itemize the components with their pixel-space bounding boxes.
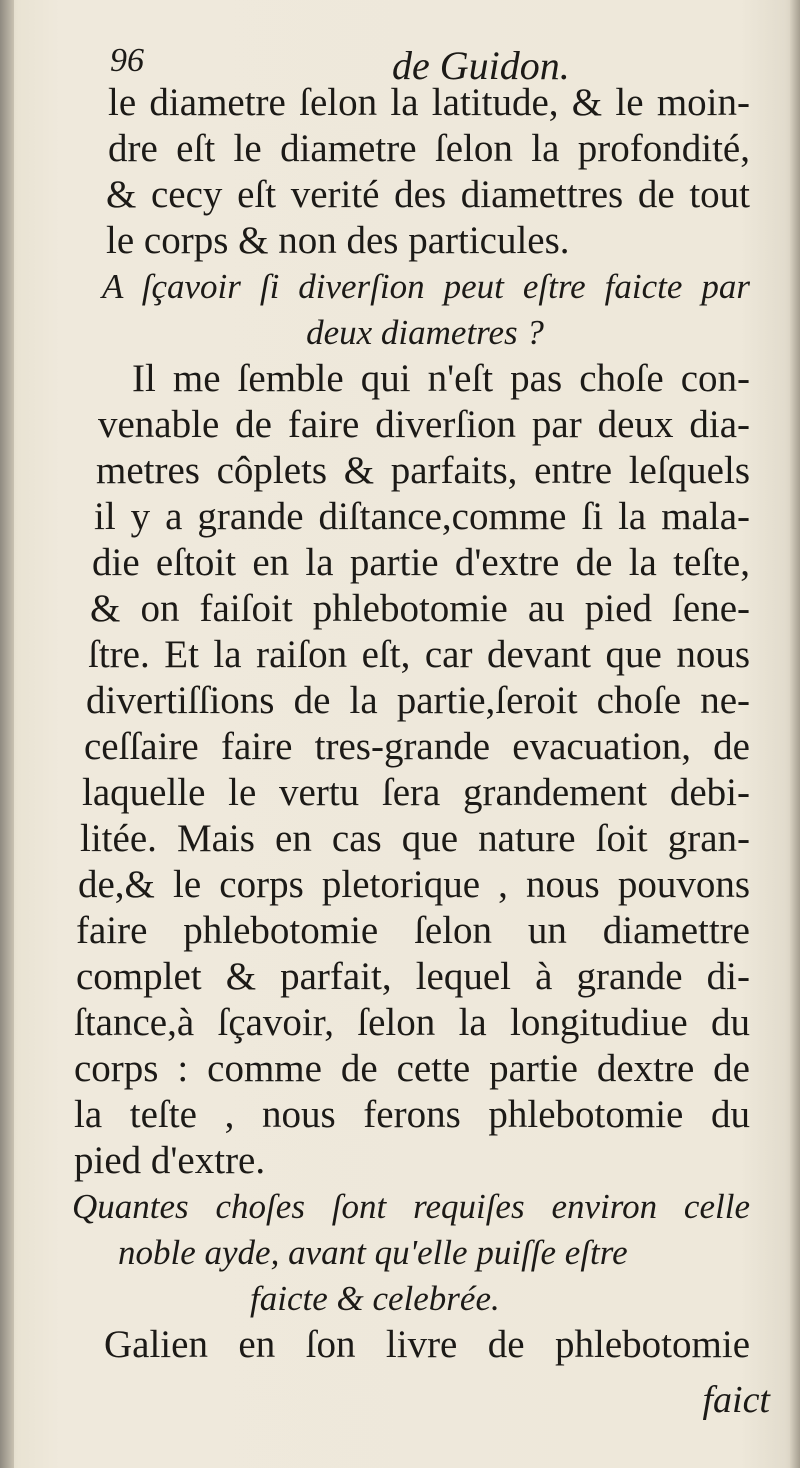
- catchword: faict: [702, 1379, 770, 1421]
- page-right-edge: [790, 0, 800, 1468]
- heading-line: deux diametres ?: [306, 313, 544, 352]
- text-line: ſtance,à ſçavoir, ſelon la longitudiue du: [74, 1001, 750, 1044]
- text-line: laquelle le vertu ſera grandement debi-: [82, 771, 750, 814]
- running-title: de Guidon.: [392, 43, 570, 88]
- text-line: le corps & non des particules.: [106, 219, 570, 262]
- text-line: complet & parfait, lequel à grande di-: [76, 955, 750, 998]
- text-line: la teſte , nous ferons phlebotomie du: [74, 1093, 750, 1136]
- text-line: venable de faire diverſion par deux dia-: [98, 403, 750, 446]
- heading-line: Quantes choſes ſont requiſes environ celle: [72, 1187, 750, 1226]
- text-line: le diametre ſelon la latitude, & le moin-: [108, 81, 750, 124]
- page-left-edge: [0, 0, 14, 1468]
- heading-line: A ſçavoir ſi diverſion peut eſtre faicte par: [102, 267, 750, 306]
- text-line: litée. Mais en cas que nature ſoit gran-: [80, 817, 750, 860]
- page-number: 96: [110, 42, 144, 79]
- text-line: de,& le corps pletorique , nous pouvons: [78, 863, 750, 906]
- text-line: corps : comme de cette partie dextre de: [74, 1047, 750, 1090]
- text-line: ſtre. Et la raiſon eſt, car devant que nous: [88, 633, 750, 676]
- text-line: faire phlebotomie ſelon un diamettre: [76, 909, 750, 952]
- heading-line: noble ayde, avant qu'elle puiſſe eſtre: [118, 1233, 628, 1272]
- text-line: & cecy eſt verité des diamettres de tout: [106, 173, 750, 216]
- text-line: Il me ſemble qui n'eſt pas choſe con-: [132, 357, 750, 400]
- text-line: Galien en ſon livre de phlebotomie: [104, 1323, 750, 1366]
- heading-line: faicte & celebrée.: [250, 1279, 500, 1318]
- text-line: divertiſſions de la partie,ſeroit choſe ne-: [86, 679, 750, 722]
- text-line: il y a grande diſtance,comme ſi la mala-: [94, 495, 750, 538]
- text-line: metres côplets & parfaits, entre leſquels: [96, 449, 750, 492]
- text-line: ceſſaire faire tres-grande evacuation, de: [84, 725, 750, 768]
- text-line: dre eſt le diametre ſelon la profondité,: [108, 127, 750, 170]
- text-line: die eſtoit en la partie d'extre de la teſte,: [92, 541, 750, 584]
- text-line: & on faiſoit phlebotomie au pied ſene-: [90, 587, 750, 630]
- text-line: pied d'extre.: [74, 1139, 266, 1182]
- body-text: [70, 80, 780, 1368]
